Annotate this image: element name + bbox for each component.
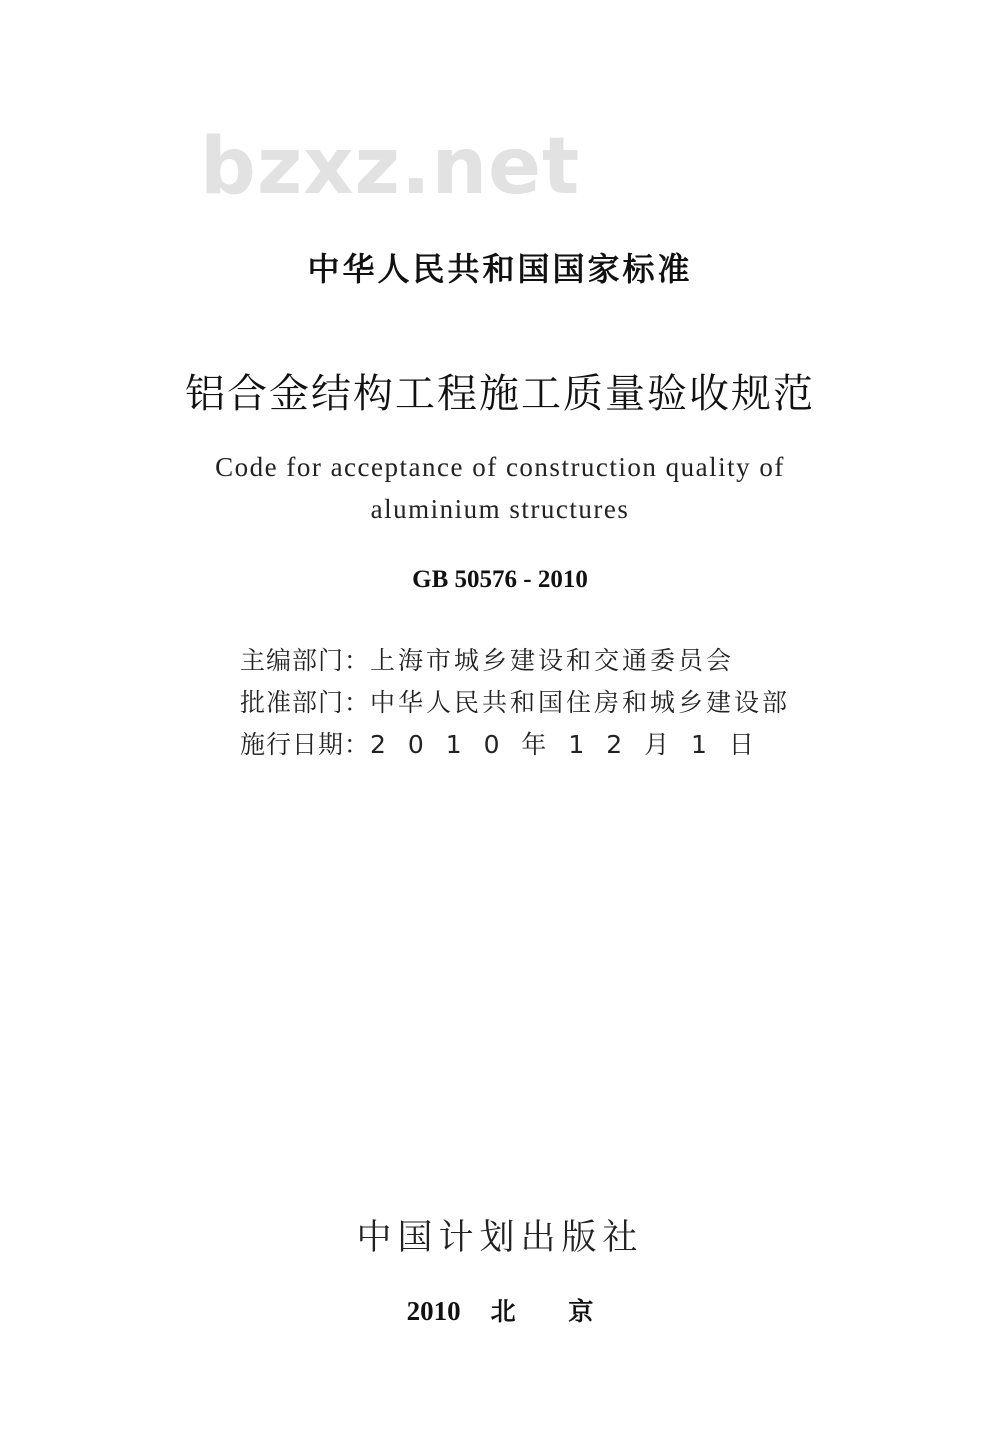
approver-value: 中华人民共和国住房和城乡建设部 [370, 688, 791, 717]
editor-label: 主编部门： [240, 646, 371, 675]
national-standard-heading: 中华人民共和国国家标准 [307, 250, 693, 288]
editor-row [240, 640, 810, 682]
effective-date-value: 2 0 1 0 年 1 2 月 1 日 [370, 730, 754, 759]
approver-row [240, 682, 810, 724]
imprint-city: 北 京 [490, 1297, 594, 1326]
effective-date-row [240, 724, 810, 766]
watermark: bzxz.net [200, 122, 581, 212]
title-english-line-1: Code for acceptance of construction quality of [215, 452, 785, 482]
publication-info [240, 640, 810, 766]
title-english-line-2: aluminium structures [370, 494, 630, 524]
editor-value: 上海市城乡建设和交通委员会 [370, 646, 735, 675]
document-title-english [0, 446, 1000, 530]
standard-code: GB 50576 - 2010 [412, 566, 588, 593]
publisher-name: 中国计划出版社 [356, 1218, 644, 1258]
document-title-chinese: 铝合金结构工程施工质量验收规范 [185, 371, 815, 417]
imprint-year: 2010 [406, 1296, 461, 1326]
effective-date-label: 施行日期： [240, 730, 371, 759]
approver-label: 批准部门： [240, 688, 371, 717]
imprint [0, 1292, 1000, 1328]
